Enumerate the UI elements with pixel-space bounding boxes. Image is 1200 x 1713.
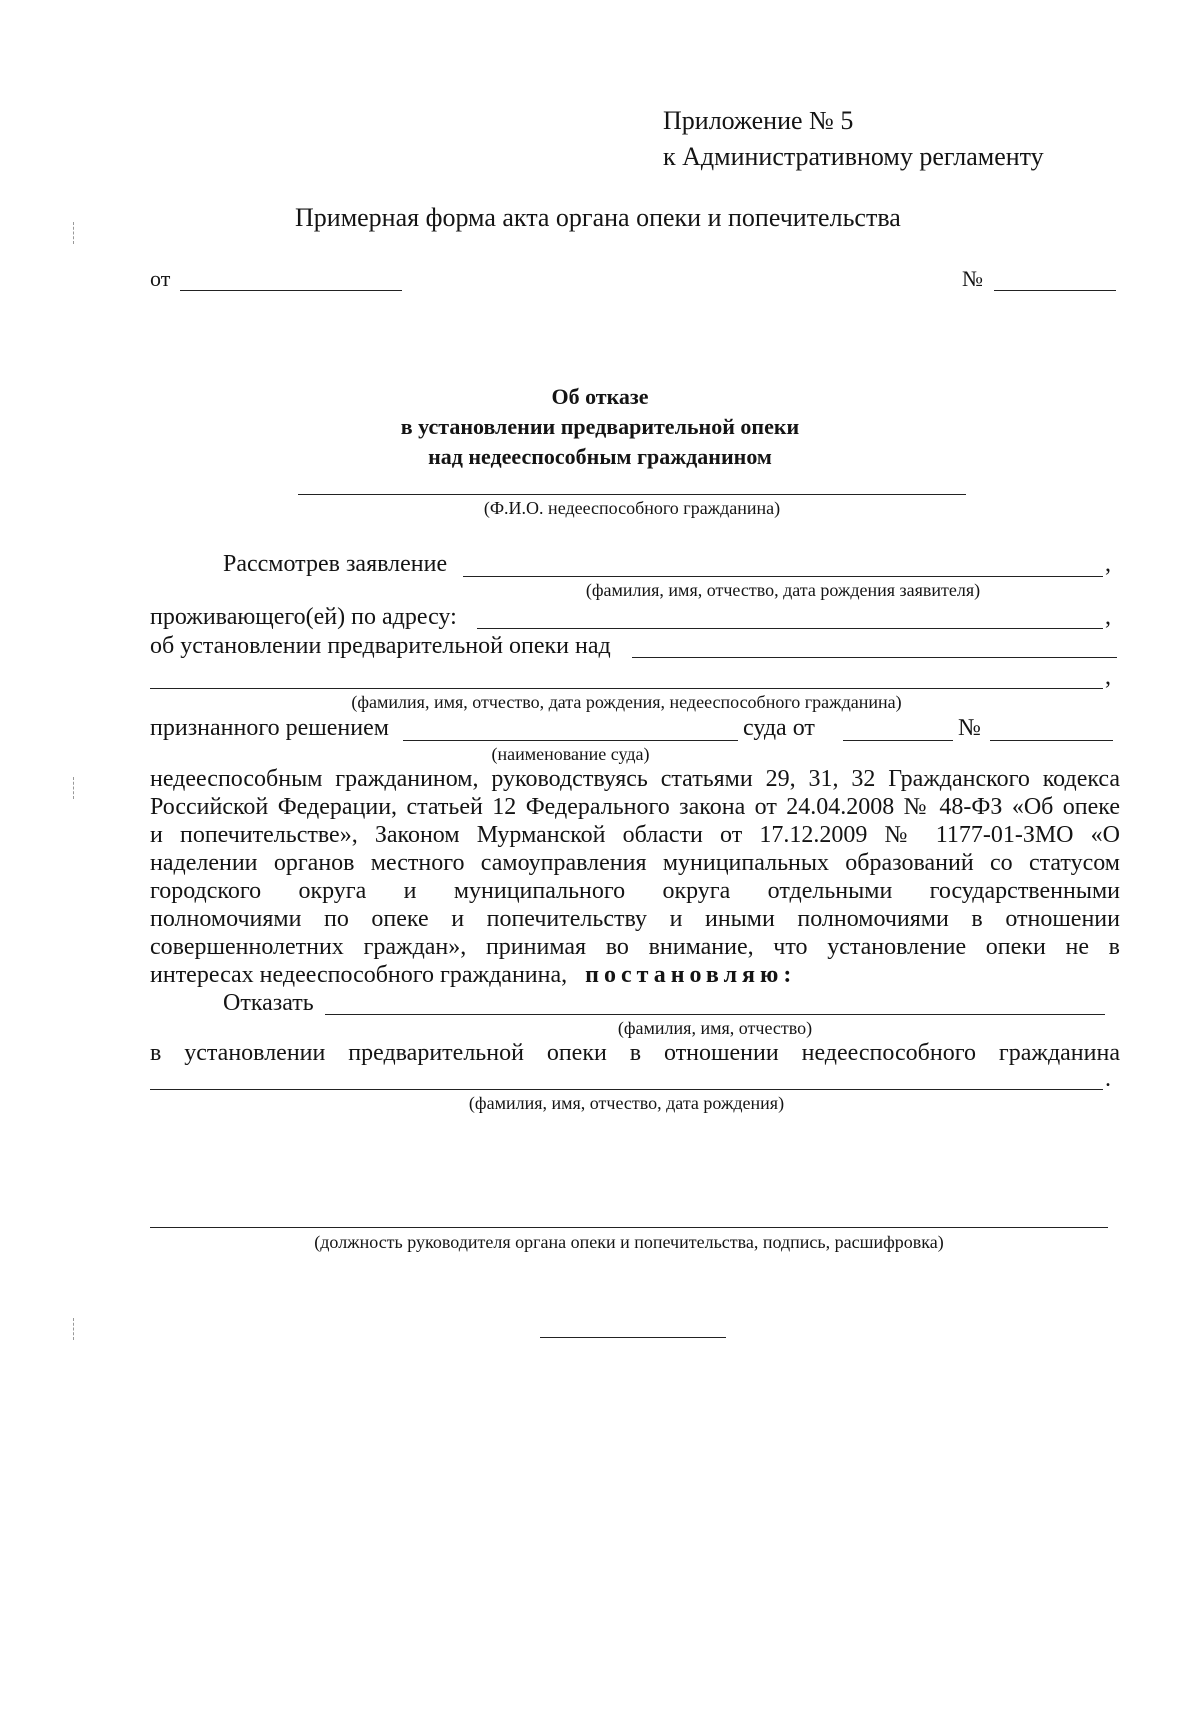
comma: , bbox=[1105, 604, 1111, 630]
court-date-label: суда от bbox=[743, 715, 815, 741]
establish-field[interactable] bbox=[632, 657, 1117, 658]
incapacitated-name-field[interactable] bbox=[298, 494, 966, 495]
considered-label: Рассмотрев заявление bbox=[223, 551, 448, 577]
appendix-regulation: к Административному регламенту bbox=[663, 142, 1044, 171]
body-line bbox=[150, 962, 796, 989]
caption-incapacitated: (Ф.И.О. недееспособного гражданина) bbox=[483, 498, 781, 518]
body-line: совершеннолетних граждан», принимая во внимание, что установление опеки не в bbox=[150, 934, 1120, 960]
appendix-number: Приложение № 5 bbox=[663, 106, 854, 135]
act-title-line1: Об отказе bbox=[551, 384, 649, 409]
date-label: от bbox=[150, 266, 171, 291]
scan-mark bbox=[73, 222, 74, 244]
court-name-field[interactable] bbox=[403, 740, 738, 741]
body-line: полномочиями по опеке и попечительству и иными полномочиями в отношении bbox=[150, 906, 1120, 932]
body-line: городского округа и муниципального округа отдельными государственными bbox=[150, 878, 1120, 904]
number-field[interactable] bbox=[994, 290, 1116, 291]
comma: , bbox=[1105, 664, 1111, 690]
act-title-line2: в установлении предварительной опеки bbox=[400, 414, 800, 439]
court-number-field[interactable] bbox=[990, 740, 1113, 741]
signature-field[interactable] bbox=[150, 1227, 1108, 1228]
applicant-field[interactable] bbox=[463, 576, 1103, 577]
address-field[interactable] bbox=[477, 628, 1103, 629]
closing-divider bbox=[540, 1337, 726, 1338]
refuse-label: Отказать bbox=[223, 990, 314, 1016]
court-date-field[interactable] bbox=[843, 740, 953, 741]
establish-label: об установлении предварительной опеки над bbox=[150, 633, 611, 659]
refuse-relation-line: в установлении предварительной опеки в отношении недееспособного гражданина bbox=[150, 1040, 1120, 1066]
court-number-label: № bbox=[958, 715, 981, 741]
caption-fio-birth: (фамилия, имя, отчество, дата рождения) bbox=[468, 1093, 785, 1113]
caption-ward: (фамилия, имя, отчество, дата рождения, недееспособного гражданина) bbox=[351, 692, 902, 712]
caption-signature: (должность руководителя органа опеки и попечительства, подпись, расшифровка) bbox=[314, 1232, 944, 1252]
body-line-text: интересах недееспособного гражданина, bbox=[150, 962, 568, 988]
refuse-ward-field[interactable] bbox=[150, 1089, 1103, 1090]
body-line: и попечительстве», Законом Мурманской области от 17.12.2009 № 1177-01-ЗМО «О bbox=[150, 822, 1120, 848]
period: . bbox=[1105, 1066, 1111, 1092]
act-title-line3: над недееспособным гражданином bbox=[428, 444, 772, 469]
decree-word: постановляю: bbox=[585, 962, 797, 988]
body-line: наделении органов местного самоуправления муниципальных образований со статусом bbox=[150, 850, 1120, 876]
body-line: недееспособным гражданином, руководствуясь статьями 29, 31, 32 Гражданского кодекса bbox=[150, 766, 1120, 792]
address-label: проживающего(ей) по адресу: bbox=[150, 604, 457, 630]
date-field[interactable] bbox=[180, 290, 402, 291]
scan-mark bbox=[73, 777, 74, 799]
refuse-person-field[interactable] bbox=[325, 1014, 1105, 1015]
recognized-label: признанного решением bbox=[150, 715, 389, 741]
ward-field[interactable] bbox=[150, 688, 1103, 689]
caption-court: (наименование суда) bbox=[491, 744, 650, 764]
body-line: Российской Федерации, статьей 12 Федерального закона от 24.04.2008 № 48-ФЗ «Об опеке bbox=[150, 794, 1120, 820]
number-label: № bbox=[962, 266, 983, 291]
comma: , bbox=[1105, 551, 1111, 577]
scan-mark bbox=[73, 1318, 74, 1340]
caption-applicant: (фамилия, имя, отчество, дата рождения заявителя) bbox=[585, 580, 981, 600]
caption-fio: (фамилия, имя, отчество) bbox=[617, 1018, 813, 1038]
form-title: Примерная форма акта органа опеки и попечительства bbox=[295, 203, 901, 232]
